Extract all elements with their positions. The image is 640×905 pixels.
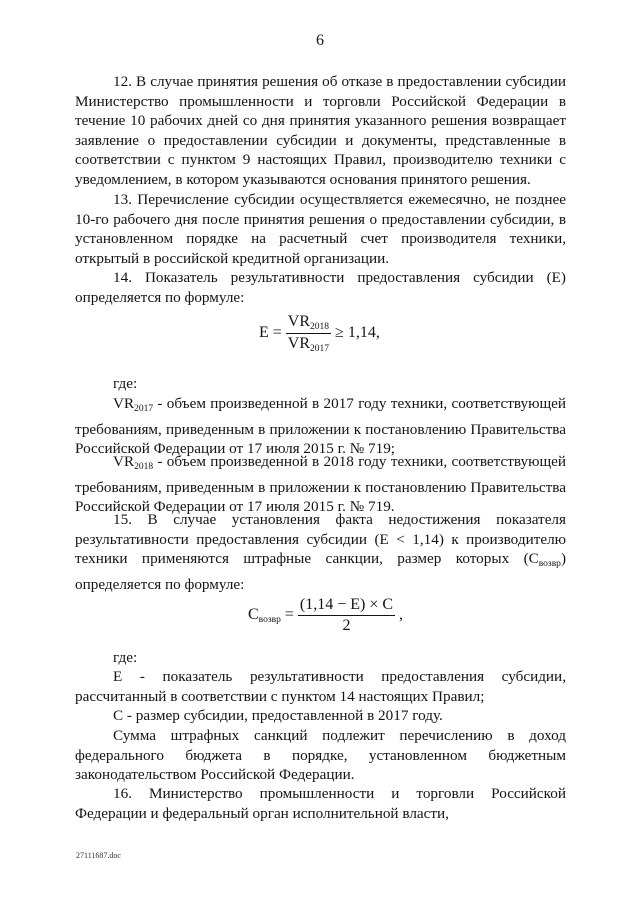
paragraph-16: 16. Министерство промышленности и торговли Российской Федерации и федеральный орган исполнительной власти, [75,785,566,822]
paragraph-14: 14. Показатель результативности предоставления субсидии (E) определяется по формуле: [75,269,566,306]
definition-c: С - размер субсидии, предоставленной в 2017 году. [113,707,443,724]
formula-e-rhs: ≥ 1,14, [335,324,380,342]
paragraph-13: 13. Перечисление субсидии осуществляется ежемесячно, не позднее 10-го рабочего дня после принятия решения о предоставлении субсидии, в установленном порядке на расчетный счет производителя техники, открытый в российской кредитной организации. [75,191,566,267]
definition-vr2017: $VR_{2017}$ - объем произведенной в 2017 году техники, соответствующей требованиям, приведенным в приложении к постановлению Правительства Российской Федерации от 17 июля 2015 г. № 719; [75,395,567,458]
page-number: 6 [316,32,324,49]
paragraph-15: 15. В случае установления факта недостижения показателя результативности предоставления субсидии (E < 1,14) к производителю техники применяются штрафные санкции, размер которых $(С_{возвр})$ определяется по формуле: [75,511,566,593]
formula-e-lhs: E = [259,324,282,342]
formula-c-eq: = [284,606,294,624]
paragraph-penalty: Сумма штрафных санкций подлежит перечислению в доход федерального бюджета в порядке, установленном бюджетным законодательством Российской Федерации. [75,727,566,784]
formula-e [259,313,380,354]
formula-c-denominator: 2 [342,617,351,634]
formula-c-tail: , [399,606,404,624]
definition-e: E - показатель результативности предоставления субсидии, рассчитанный в соответствии с пунктом 14 настоящих Правил; [75,668,566,705]
formula-c-return [248,596,403,635]
formula-c-lhs: $С_{возвр}$ [248,606,281,626]
paragraph-12: 12. В случае принятия решения об отказе в предоставлении субсидии Министерство промышленности и торговли Российской Федерации в течение 10 рабочих дней со дня принятия указанного решения возвращает заявление о предоставлении субсидии и документы, представленные в соответствии с пунктом 9 настоящих Правил, производителю техники с уведомлением, в котором указываются основания принятого решения. [75,73,566,188]
formula-e-denominator: $VR_{2017}$ [287,335,330,354]
formula-c-numerator: (1,14 − E) × С [298,596,395,616]
formula-e-fraction [286,313,331,354]
footer-filename: 27111687.doc [76,851,121,860]
definition-vr2018: $VR_{2018}$ - объем произведенной в 2018 году техники, соответствующей требованиям, приведенным в приложении к постановлению Правительства Российской Федерации от 17 июля 2015 г. № 719. [75,453,567,516]
where-label-2: где: [113,649,138,666]
formula-e-numerator: $VR_{2018}$ [287,313,330,332]
formula-c-fraction [298,596,395,635]
where-label-1: где: [113,375,138,392]
